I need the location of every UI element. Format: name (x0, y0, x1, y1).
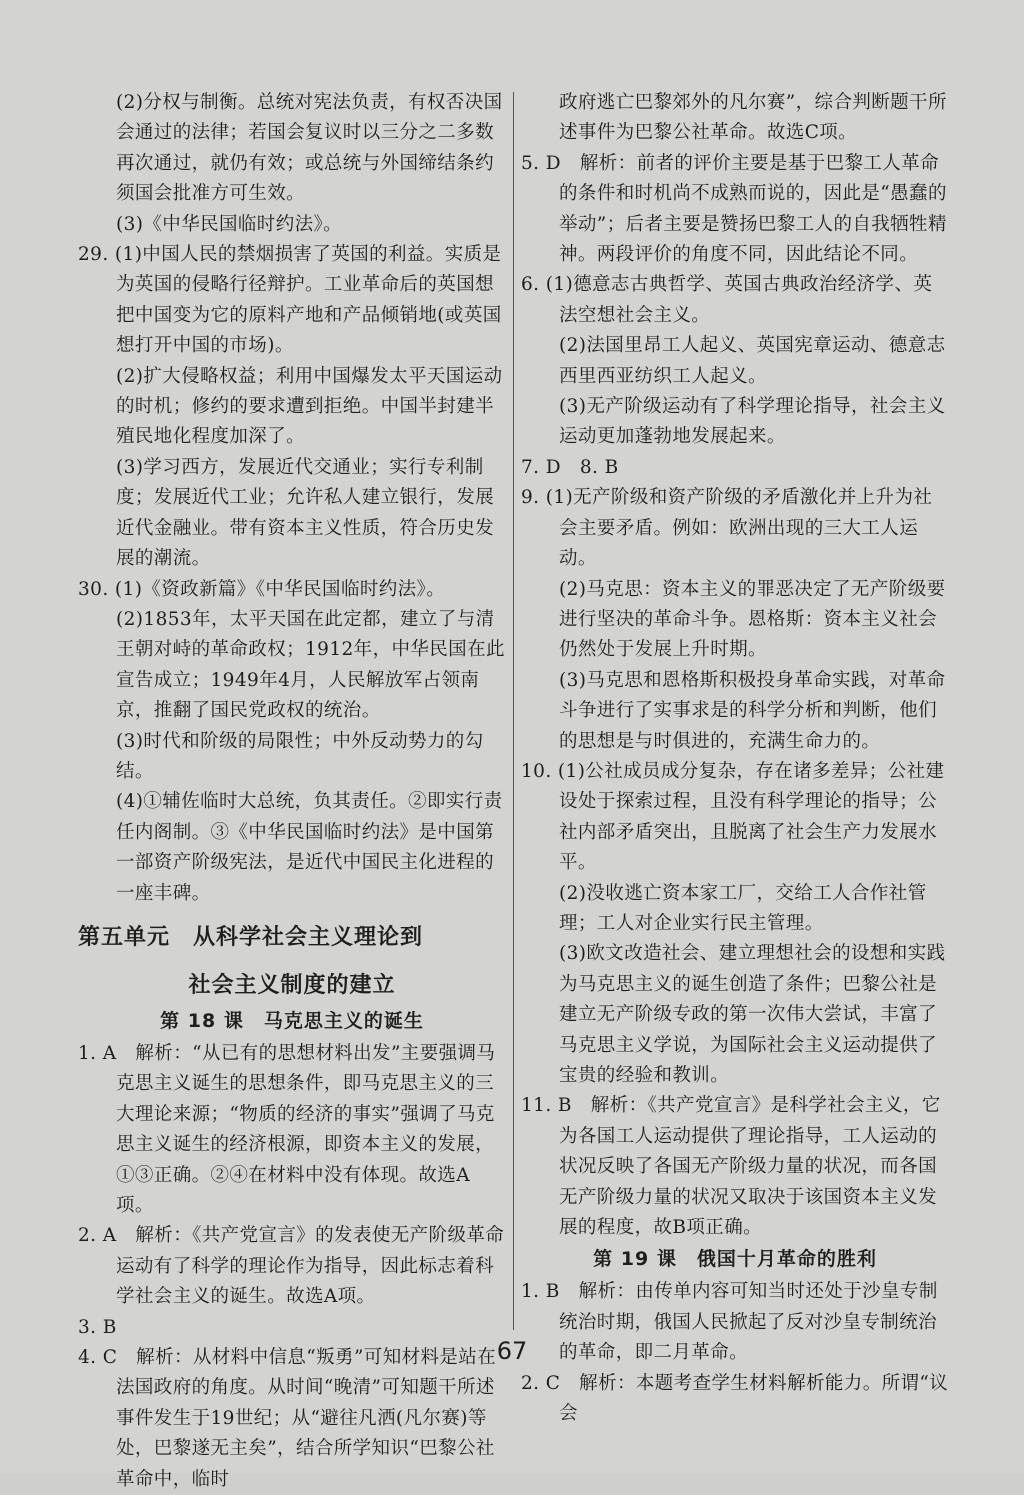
answer-item: 10. (1)公社成员成分复杂，存在诸多差异；公社建设处于探索过程，且没有科学理论的指导；公社内部矛盾突出，且脱离了社会生产力发展水平。 (521, 760, 945, 874)
answer-item: 9. (1)无产阶级和资产阶级的矛盾激化并上升为社会主要矛盾。例如：欧洲出现的三大工人运动。 (521, 487, 933, 570)
left-column (78, 88, 506, 1495)
column-divider (513, 92, 514, 1330)
answer-continuation: (2)法国里昂工人起义、英国宪章运动、德意志西里西亚纺织工人起义。 (559, 335, 946, 387)
answer-item: 30. (1)《资政新篇》《中华民国临时约法》。 (78, 578, 446, 600)
answer-continuation: (3)时代和阶级的局限性；中外反动势力的勾结。 (116, 730, 484, 782)
answer-continuation: 政府逃亡巴黎郊外的凡尔赛”，综合判断题干所述事件为巴黎公社革命。故选C项。 (559, 92, 947, 144)
answer-item: 7. D 8. B (521, 456, 619, 478)
right-column (521, 88, 949, 1429)
answer-item: 1. B 解析：由传单内容可知当时还处于沙皇专制统治时期，俄国人民掀起了反对沙皇专制统治的革命，即二月革命。 (521, 1281, 938, 1364)
answer-item: 29. (1)中国人民的禁烟损害了英国的利益。实质是为英国的侵略行径辩护。工业革命后的英国想把中国变为它的原料产地和产品倾销地(或英国想打开中国的市场)。 (78, 244, 502, 357)
answer-continuation: (3)马克思和恩格斯积极投身革命实践，对革命斗争进行了实事求是的科学分析和判断，他们的思想是与时俱进的，充满生命力的。 (559, 669, 946, 752)
lesson-title: 第 18 课 马克思主义的诞生 (160, 1009, 424, 1032)
answer-continuation: (2)分权与制衡。总统对宪法负责，有权否决国会通过的法律；若国会复议时以三分之二多数再次通过，就仍有效；或总统与外国缔结条约须国会批准方可生效。 (116, 92, 503, 205)
lesson-title: 第 19 课 俄国十月革命的胜利 (593, 1248, 877, 1271)
answer-continuation: (2)扩大侵略权益；利用中国爆发太平天国运动的时机；修约的要求遭到拒绝。中国半封建半殖民地化程度加深了。 (116, 365, 503, 448)
answer-continuation: (4)①辅佐临时大总统，负其责任。②即实行责任内阁制。③《中华民国临时约法》是中国第一部资产阶级宪法，是近代中国民主化进程的一座丰碑。 (116, 791, 503, 904)
answer-continuation: (3)欧文改造社会、建立理想社会的设想和实践为马克思主义的诞生创造了条件；巴黎公社是建立无产阶级专政的第一次伟大尝试，丰富了马克思主义学说，为国际社会主义运动提供了宝贵的经验和教训。 (559, 943, 946, 1086)
answer-continuation: (3)无产阶级运动有了科学理论指导，社会主义运动更加蓬勃地发展起来。 (559, 396, 946, 448)
answer-item: 3. B (78, 1316, 117, 1338)
answer-continuation: (2)马克思：资本主义的罪恶决定了无产阶级要进行坚决的革命斗争。恩格斯：资本主义社会仍然处于发展上升时期。 (559, 578, 946, 661)
answer-item: 11. B 解析：《共产党宣言》是科学社会主义，它为各国工人运动提供了理论指导，工人运动的状况反映了各国无产阶级力量的状况，而各国无产阶级力量的状况又取决于该国资本主义发展的程度，故B项正确。 (521, 1095, 941, 1239)
answer-continuation: (2)1853年，太平天国在此定都，建立了与清王朝对峙的革命政权；1912年，中华民国在此宣告成立；1949年4月，人民解放军占领南京，推翻了国民党政权的统治。 (116, 608, 505, 722)
page-number: 67 (496, 1337, 528, 1365)
answer-item: 2. A 解析：《共产党宣言》的发表使无产阶级革命运动有了科学的理论作为指导，因此标志着科学社会主义的诞生。故选A项。 (78, 1225, 505, 1308)
answer-item: 1. A 解析：“从已有的思想材料出发”主要强调马克思主义诞生的思想条件，即马克思主义的三大理论来源；“物质的经济的事实”强调了马克思主义诞生的经济根源，即资本主义的发展，①③正确。②④在材料中没有体现。故选A项。 (78, 1042, 496, 1216)
answer-item: 4. C 解析：从材料中信息“叛勇”可知材料是站在法国政府的角度。从时间“晚清”可知题干所述事件发生于19世纪；从“避往凡洒(凡尔赛)等处，巴黎遂无主矣”，结合所学知识“巴黎公社革命中，临时 (78, 1347, 497, 1490)
unit-title: 第五单元 从科学社会主义理论到 (78, 924, 424, 950)
answer-continuation: (3)《中华民国临时约法》。 (116, 213, 343, 235)
answer-continuation: (3)学习西方，发展近代交通业；实行专利制度；发展近代工业；允许私人建立银行，发展近代金融业。带有资本主义性质，符合历史发展的潮流。 (116, 456, 495, 570)
answer-item: 5. D 解析：前者的评价主要是基于巴黎工人革命的条件和时机尚不成熟而说的，因此是“愚蠢的举动”；后者主要是赞扬巴黎工人的自我牺牲精神。两段评价的角度不同，因此结论不同。 (521, 152, 947, 266)
answer-item: 6. (1)德意志古典哲学、英国古典政治经济学、英法空想社会主义。 (521, 274, 933, 326)
answer-item: 2. C 解析：本题考查学生材料解析能力。所谓“议会 (521, 1372, 949, 1425)
answer-continuation: (2)没收逃亡资本家工厂，交给工人合作社管理；工人对企业实行民主管理。 (559, 882, 927, 934)
unit-title: 社会主义制度的建立 (188, 972, 396, 998)
